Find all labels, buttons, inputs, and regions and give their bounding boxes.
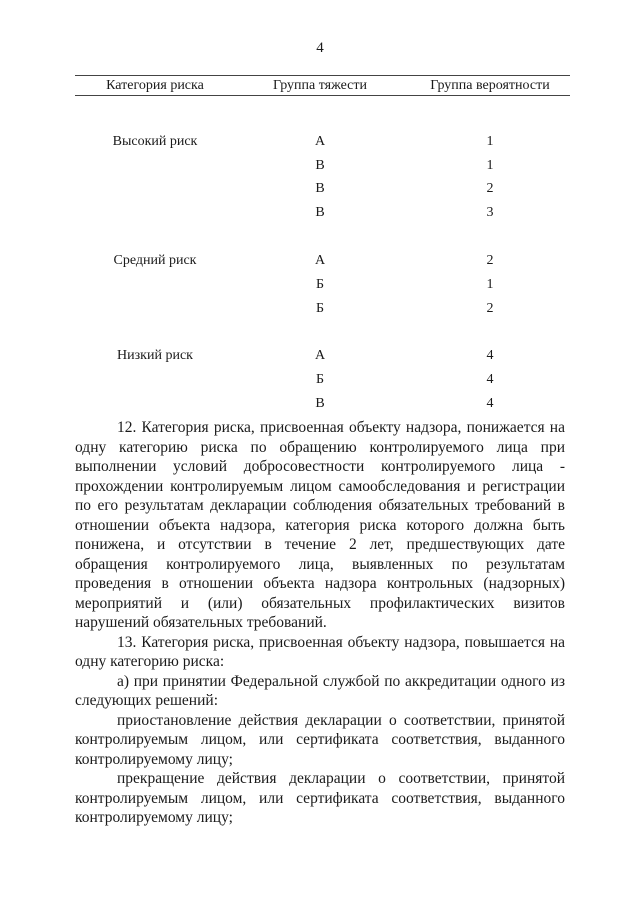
severity-cell: А — [314, 348, 326, 363]
page-number: 4 — [316, 40, 324, 56]
probability-cell: 4 — [486, 396, 494, 411]
probability-cell: 1 — [486, 277, 494, 292]
probability-cell: 1 — [486, 158, 494, 173]
table-body — [75, 96, 570, 416]
probability-cell: 1 — [486, 134, 494, 149]
paragraph-termination: прекращение действия декларации о соответствии, принятой контролируемым лицом, или сертификата соответствия, выданного контролируемому лицу; — [75, 770, 565, 826]
paragraph-suspension: приостановление действия декларации о соответствии, принятой контролируемым лицом, или сертификата соответствия, выданного контролируемому лицу; — [75, 711, 565, 768]
header-probability-group: Группа вероятности — [430, 78, 550, 93]
paragraph-13: 13. Категория риска, присвоенная объекту надзора, повышается на одну категорию риска: — [75, 633, 565, 670]
severity-cell: В — [315, 158, 325, 173]
severity-cell: Б — [315, 372, 325, 387]
header-severity-group: Группа тяжести — [273, 78, 367, 93]
header-risk-category: Категория риска — [106, 78, 204, 93]
severity-cell: А — [314, 253, 326, 268]
category-low-risk: Низкий риск — [117, 348, 193, 363]
probability-cell: 3 — [486, 205, 494, 220]
severity-cell: Б — [315, 277, 325, 292]
category-medium-risk: Средний риск — [113, 253, 197, 268]
probability-cell: 4 — [486, 372, 494, 387]
paragraph-13a: а) при принятии Федеральной службой по аккредитации одного из следующих решений: — [75, 672, 565, 709]
body-text — [75, 418, 565, 828]
probability-cell: 2 — [486, 181, 494, 196]
probability-cell: 2 — [486, 301, 494, 316]
severity-cell: В — [315, 205, 325, 220]
paragraph-12: 12. Категория риска, присвоенная объекту надзора, понижается на одну категорию риска по обращению контролируемого лица при выполнении условий добросовестности контролируемого лица - прохождении контролируемым лицом самообследования и регистрации по его результатам декларации соблюдения обязательных требований в отношении объекта надзора, категория риска которого должна быть понижена, и отсутствии в течение 2 лет, предшествующих дате обращения контролируемого лица, выявленных по результатам проведения в отношении объекта надзора контрольных (надзорных) мероприятий и (или) обязательных профилактических визитов нарушений обязательных требований. — [75, 419, 565, 631]
risk-table — [75, 75, 570, 416]
table-header — [75, 75, 570, 96]
severity-cell: А — [314, 134, 326, 149]
category-high-risk: Высокий риск — [112, 134, 198, 149]
severity-cell: Б — [315, 301, 325, 316]
probability-cell: 4 — [486, 348, 494, 363]
severity-cell: В — [315, 396, 325, 411]
probability-cell: 2 — [486, 253, 494, 268]
severity-cell: В — [315, 181, 325, 196]
